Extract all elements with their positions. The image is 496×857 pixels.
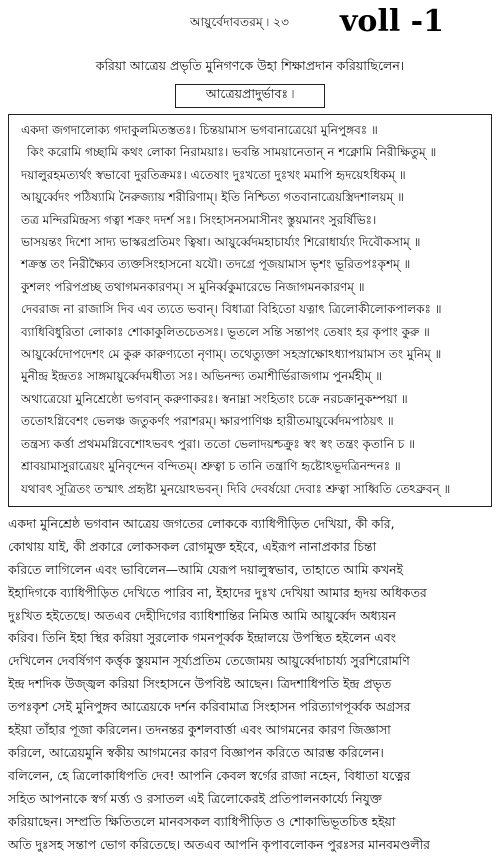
chapter-title: আত্রেয়প্রাদুর্ভাবঃ ৷: [175, 84, 325, 108]
prose-line: তপঃকৃশ সেই মুনিপুঙ্গব আত্রেয়কে দর্শন করিবামাত্র সিংহাসন পরিত্যাগপূর্ব্বক অগ্রসর: [8, 699, 411, 715]
intro-line: করিয়া আত্রেয় প্রভৃতি মুনিগণকে উহা শিক্ষাপ্রদান করিয়াছিলেন।: [95, 58, 405, 73]
prose-line: দুঃখিত হইতেছে। অতএব দেহীদিগের ব্যাধিশান্তির নিমিত্ত আমি আয়ুর্ব্বেদ অধ্যয়ন: [8, 607, 396, 623]
running-head: আয়ুর্বেদাবতরম্‌ ৷ ২৩: [190, 15, 290, 29]
verse-line: কিং করোমি গচ্ছামি কথং লোকা নিরাময়াঃ। ভবন্তি সাময়ানেতান্‌ ন শক্নোমি নিরীক্ষিতুম্‌ ॥: [27, 145, 437, 160]
prose-line: করিয়াছেন। সম্প্রতি ক্ষিতিতলে মানবসকল ব্যাধিপীড়িত ও শোকাভিভূতচিত্ত হইয়া: [8, 813, 396, 829]
prose-line: বলিলেন, হে ত্রিলোকাধিপতি দেব! আপনি কেবল স্বর্গের রাজা নহেন, বিধাতা যত্নের: [8, 767, 411, 783]
prose-block: [8, 513, 492, 857]
verse-line: তন্ত্রস্য কর্ত্তা প্রথমমগ্নিবেশোঽভবৎ পুরা। ততো ভেলাদয়শ্চক্রুঃ স্বং স্বং তন্ত্রং কৃতানি চ ॥: [21, 436, 415, 451]
prose-line: ইন্দ্র দশদিক উজ্জ্বল করিয়া সিংহাসনে উপবিষ্ট আছেন। ত্রিদশাধিপতি ইন্দ্র প্রভৃত: [8, 676, 392, 692]
prose-line: করিলে, আত্রেয়মুনি স্বকীয় আগমনের কারণ বিজ্ঞাপন করিতে আরম্ভ করিলেন।: [8, 744, 384, 760]
verse-line: ততোঽগ্নিবেশং ভেলঞ্চ জতুকর্ণং পরাশরম্‌। ক্ষারপাণিঞ্চ হারীতমায়ুর্ব্বেদমপাঠয়ৎ ॥: [21, 414, 394, 429]
page-body: [8, 44, 492, 857]
verse-line: ব্যাধিবিধুরিতা লোকাঃ শোকাকুলিতচেতসঃ। ভূতলে সন্তি সন্তাপং তেষাং হর কৃপাং কুরু ॥: [21, 324, 430, 339]
prose-line: একদা মুনিশ্রেষ্ঠ ভগবান আত্রেয় জগতের লোককে ব্যাধিপীড়িত দেখিয়া, কী করি,: [8, 515, 395, 531]
prose-line: করিতে লাগিলেন এবং ভাবিলেন—আমি যেরূপ দয়ালুস্বভাব, তাহাতে আমি কখনই: [8, 561, 403, 577]
verse-line: আয়ুর্ব্বেদং পঠিষ্যামি নৈরুজ্যায় শরীরিণাম্‌। ইতি নিশ্চিত্য গতবানাত্রেয়স্ত্রিদশালয়ম্‌ ॥: [21, 190, 404, 205]
verse-line: মুনীন্দ্র ইন্দ্রতঃ সাঙ্গমায়ুর্ব্বেদমধীত্য সঃ। অভিনন্দ্য তমাশীর্ভিরাজগাম পুনর্মহীম্‌ ॥: [21, 369, 382, 384]
verse-line: দয়ালুরহমত্যর্থং স্বভাবো দুরতিক্রমঃ। এতেষাং দুঃখতো দুঃখং মমাপি হৃদয়েঽধিকম্‌ ॥: [21, 167, 406, 182]
verse-line: শক্রস্ত তং নিরীক্ষ্যৈব ত্যক্তসিংহাসনো যযৌ। তদগ্রে পূজয়ামাস ভৃশং ভূরিতপঃকৃশম্‌ ॥: [21, 257, 411, 272]
verse-line: আয়ুর্ব্বেদোপদেশং মে কুরু কারুণ্যতো নৃণাম্‌। তথেত্যুক্তা সহস্রাক্ষোঽধ্যাপয়ামাস তং মুনিম্‌ ॥: [21, 347, 442, 362]
verse-line: শ্রাবয়ামাসুরাত্রেয়ং মুনিবৃন্দেন বন্দিতম্‌। শ্রুত্বা চ তানি তন্ত্রাণি হৃষ্টোঽভূদত্রিনন্দনঃ ॥: [21, 459, 401, 474]
verse-line: একদা জগদালোক্য গদাকুলমিতস্ততঃ। চিন্তয়ামাস ভগবানাত্রেয়ো মুনিপুঙ্গবঃ ॥: [21, 123, 378, 137]
verse-line: ভাসয়ন্তং দিশো সাদ্য ভাস্করপ্রতিমং ত্বিষা। আয়ুর্ব্বেদমহাচার্য্যং শিরোধার্য্যং দিবৌকসাম্‌ ॥: [21, 235, 421, 250]
verse-block: [8, 114, 492, 507]
prose-line: দেখিলেন দেবর্ষিগণ কর্ত্তৃক স্তুয়মান সূর্য্যপ্রতিম তেজোময় আয়ুর্ব্বেদাচার্য্য সুরশিরোমণি: [8, 653, 410, 669]
verse-line: যথাবৎ সূত্রিতং তস্মাৎ প্রহৃষ্টা মুনয়োঽভবন্‌। দিবি দেবর্ষয়ো দেবাঃ শ্রুত্বা সাধ্বিতি তেঽব্রুবন্‌ ॥: [21, 481, 451, 496]
prose-line: করিব। তিনি ইহা স্থির করিয়া সুরলোক গমনপূর্ব্বক ইন্দ্রালয়ে উপস্থিত হইলেন এবং: [8, 630, 396, 646]
verse-line: কুশলং পরিপপ্রচ্ছ তথাগমনকারণম্‌। স মুনির্ব্বকুমারেভে নিজাগমনকারণম্‌ ॥: [21, 279, 365, 294]
prose-line: হইয়া তাঁহার পূজা করিলেন। তদনন্তর কুশলবার্ত্তা এবং আগমনের কারণ জিজ্ঞাসা: [8, 722, 391, 738]
volume-label: voll -1: [340, 4, 445, 39]
verse-line: তত্র মন্দিরমিন্দ্রস্য গত্বা শক্রং দদর্শ সঃ। সিংহাসনসমাসীনং স্তুয়মানং সুরর্ষিভিঃ।: [21, 212, 377, 227]
verse-line: দেবরাজ না রাজাসি দিব এব ত্যতে ভবান্‌। বিধাত্রা বিহিতো যত্নাৎ ত্রিলোকীলোকপালকঃ ॥: [21, 302, 442, 317]
prose-line: কোথায় যাই, কী প্রকারে লোকসকল রোগমুক্ত হইবে, এইরূপ নানাপ্রকার চিন্তা: [8, 538, 377, 554]
prose-line: সহিত আপনাকে স্বর্গ মর্ত্ত্য ও রসাতল এই ত্রিলোকেরই প্রতিপালনকার্য্যে নিযুক্ত: [8, 790, 382, 806]
page-header: [0, 2, 496, 42]
prose-line: অতি দুঃসহ সন্তাপ ভোগ করিতেছে। অতএব আপনি কৃপাবলোকন পুরঃসর মানবমণ্ডলীর: [8, 836, 430, 852]
verse-line: অথাত্রেয়ো মুনিশ্রেষ্ঠো ভগবান্‌ করুণাকরঃ। স্বনাম্না সংহিতাং চক্রে নরচক্রানুকম্পয়া ॥: [21, 391, 408, 406]
prose-line: ইহাদিগকে ব্যাধিপীড়িত দেখিতে পারিব না, ইহাদের দুঃখ দেখিয়া আমার হৃদয় অধিকতর: [8, 584, 427, 600]
